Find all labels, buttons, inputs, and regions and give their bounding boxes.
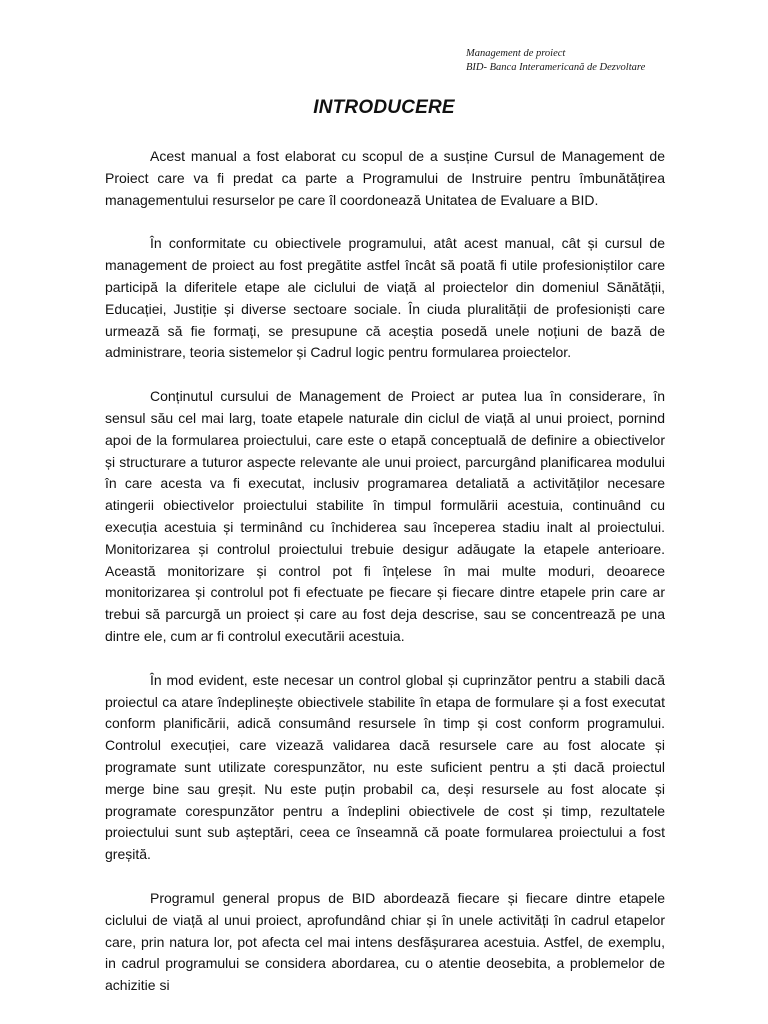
body-text xyxy=(105,146,665,1019)
paragraph-1: Acest manual a fost elaborat cu scopul de a susține Cursul de Management de Proiect care va fi predat ca parte a Programului de Instruire pentru îmbunătățirea managementului resurselor pe care îl coordonează Unitatea de Evaluare a BID. xyxy=(105,148,665,208)
page-title: INTRODUCERE xyxy=(313,97,455,118)
paragraph-4: În mod evident, este necesar un control global și cuprinzător pentru a stabili dacă proiectul ca atare îndeplinește obiectivele stabilite în etapa de formulare și a fost executat conform planificării, adică consumând resursele în timp și cost conform programului. Controlul execuției, care vizează validarea dacă resursele care au fost alocate și programate sunt utilizate corespunzător, nu este suficient pentru a ști dacă proiectul merge bine sau greșit. Nu este puțin probabil ca, deși resursele au fost alocate și programate corespunzător pentru a îndeplini obiectivele de cost și timp, rezultatele proiectului sunt sub așteptări, ceea ce înseamnă că poate formularea proiectului a fost greșită. xyxy=(105,671,665,863)
paragraph-2: În conformitate cu obiectivele programului, atât acest manual, cât și cursul de management de proiect au fost pregătite astfel încât să poată fi utile profesioniștilor care participă la diferitele etape ale ciclului de viață al proiectelor din domeniul Sănătății, Educației, Justiție și diverse sectoare sociale. În ciuda pluralității de profesioniști care urmează să fie formați, se presupune că aceștia posedă unele noțiuni de bază de administrare, teoria sistemelor și Cadrul logic pentru formularea proiectelor. xyxy=(105,235,665,361)
running-header-line-1: Management de proiect xyxy=(466,48,566,59)
running-header-line-2: BID- Banca Interamericană de Dezvoltare xyxy=(466,62,646,73)
running-header xyxy=(466,47,645,75)
paragraph-3: Conținutul cursului de Management de Proiect ar putea lua în considerare, în sensul său cel mai larg, toate etapele naturale din ciclul de viață al unui proiect, pornind apoi de la formularea proiectului, care este o etapă conceptuală de definire a obiectivelor și structurare a tuturor aspecte relevante ale unui proiect, parcurgând planificarea modului în care acesta va fi executat, inclusiv programarea detaliată a activităților necesare atingerii obiectivelor proiectului stabilite în timpul formulării acestuia, continuând cu execuția acestuia și terminând cu închiderea sau începerea stadiu inalt al proiectului. Monitorizarea și controlul proiectului trebuie desigur adăugate la etapele anterioare. Această monitorizare și control pot fi înțelese în mai multe moduri, deoarece monitorizarea și controlul pot fi efectuate pe fiecare și fiecare dintre etapele prin care ar trebui să parcurgă un proiect și care au fost deja descrise, sau se concentrează pe una dintre ele, cum ar fi controlul executării acestuia. xyxy=(105,388,665,644)
paragraph-5: Programul general propus de BID abordează fiecare și fiecare dintre etapele ciclului de viață al unui proiect, aprofundând chiar și în unele activități în cadrul etapelor care, prin natura lor, pot afecta cel mai intens desfășurarea acestuia. Astfel, de exemplu, in cadrul programului se considera abordarea, cu o atentie deosebita, a problemelor de achizitie si xyxy=(105,889,665,994)
